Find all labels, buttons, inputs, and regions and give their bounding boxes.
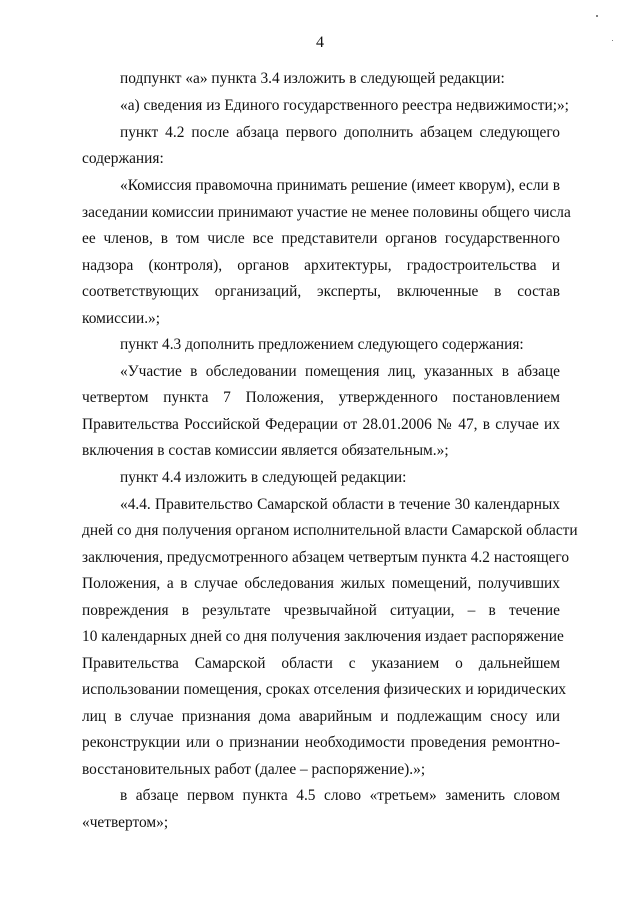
scan-speck	[596, 15, 598, 17]
text-line: лиц в случае признания дома аварийным и подлежащим сносу или	[82, 708, 560, 725]
text-line: Правительства Российской Федерации от 28.01.2006 № 47, в случае их	[82, 416, 560, 433]
text-line: подпункт «а» пункта 3.4 изложить в следующей редакции:	[120, 70, 505, 87]
text-line: заседании комиссии принимают участие не менее половины общего числа	[82, 204, 571, 221]
text-line: надзора (контроля), органов архитектуры, градостроительства и	[82, 257, 560, 274]
text-line: пункт 4.2 после абзаца первого дополнить абзацем следующего	[120, 124, 560, 141]
text-line: заключения, предусмотренного абзацем четвертым пункта 4.2 настоящего	[82, 549, 570, 566]
text-line: комиссии.»;	[82, 310, 161, 327]
text-line: Положения, а в случае обследования жилых помещений, получивших	[82, 575, 560, 592]
text-line: пункт 4.3 дополнить предложением следующего содержания:	[120, 336, 524, 353]
text-line: «а) сведения из Единого государственного реестра недвижимости;»;	[120, 97, 569, 114]
text-line: использовании помещения, сроках отселения физических и юридических	[82, 681, 567, 698]
text-line: «четвертом»;	[82, 814, 169, 831]
text-line: четвертом пункта 7 Положения, утвержденного постановлением	[82, 389, 560, 406]
text-line: повреждения в результате чрезвычайной ситуации, – в течение	[82, 602, 560, 619]
text-line: соответствующих организаций, эксперты, включенные в состав	[82, 283, 560, 300]
text-line: «4.4. Правительство Самарской области в течение 30 календарных	[120, 496, 560, 513]
text-line: «Участие в обследовании помещения лиц, указанных в абзаце	[120, 363, 560, 380]
text-line: пункт 4.4 изложить в следующей редакции:	[120, 469, 407, 486]
text-line: Правительства Самарской области с указанием о дальнейшем	[82, 655, 560, 672]
page-number: 4	[316, 34, 324, 51]
text-line: реконструкции или о признании необходимости проведения ремонтно-	[82, 734, 560, 751]
text-line: «Комиссия правомочна принимать решение (имеет кворум), если в	[120, 177, 560, 194]
text-line: ее членов, в том числе все представители органов государственного	[82, 230, 560, 247]
text-line: 10 календарных дней со дня получения заключения издает распоряжение	[82, 628, 564, 645]
text-line: восстановительных работ (далее – распоряжение).»;	[82, 761, 426, 778]
text-line: в абзаце первом пункта 4.5 слово «третьем» заменить словом	[120, 787, 560, 804]
text-line: включения в состав комиссии является обязательным.»;	[82, 442, 449, 459]
text-line: дней со дня получения органом исполнительной власти Самарской области	[82, 522, 578, 539]
text-line: содержания:	[82, 150, 164, 167]
